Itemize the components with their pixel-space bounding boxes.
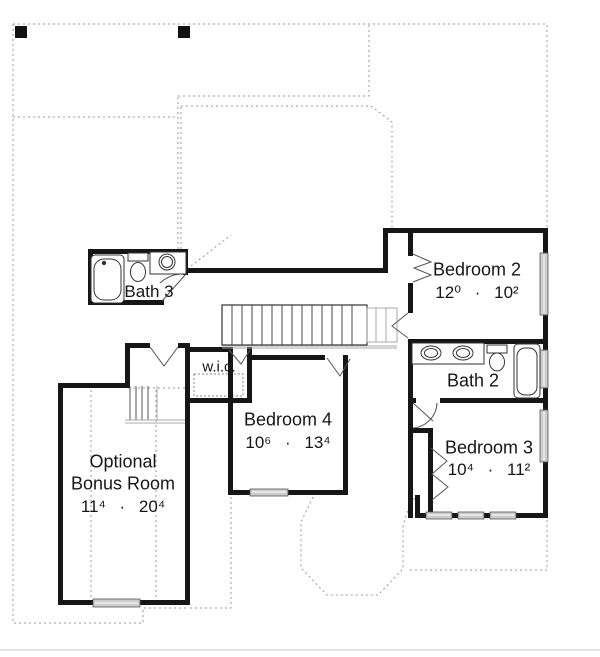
bath3-label: Bath 3 <box>124 282 174 301</box>
bonus-stair-landing <box>125 386 185 423</box>
vanity-sink <box>150 252 186 274</box>
bonus-stair-door <box>150 347 178 366</box>
bedroom4-dimensions: 10⁶ · 13⁴ <box>245 433 331 452</box>
bedroom3-label: Bedroom 3 <box>444 437 534 458</box>
bath2-door <box>392 313 408 338</box>
doors <box>150 254 448 500</box>
roof-outline-dashed <box>13 24 547 623</box>
toilet <box>487 345 507 371</box>
bath2-label: Bath 2 <box>446 370 500 391</box>
bathtub <box>514 344 540 398</box>
bedroom2-label: Bedroom 2 <box>432 259 522 280</box>
staircase <box>222 305 397 348</box>
bedroom3-door <box>413 403 437 428</box>
bonus-room-dimensions: 11⁴ · 20⁴ <box>80 497 166 516</box>
post-markers <box>15 26 190 38</box>
bonus-room-label-line1: Optional <box>89 451 157 472</box>
bedroom2-door <box>413 254 431 282</box>
toilet <box>128 253 148 282</box>
double-vanity <box>412 343 484 364</box>
bonus-room-label-line2: Bonus Room <box>70 473 176 494</box>
wic-label: w.i.c. <box>202 358 236 376</box>
bathtub <box>91 255 124 303</box>
bedroom3-dimensions: 10⁴ · 11² <box>447 460 531 479</box>
bedroom2-dimensions: 12⁰ · 10² <box>435 283 519 302</box>
bedroom4-label: Bedroom 4 <box>243 409 333 430</box>
